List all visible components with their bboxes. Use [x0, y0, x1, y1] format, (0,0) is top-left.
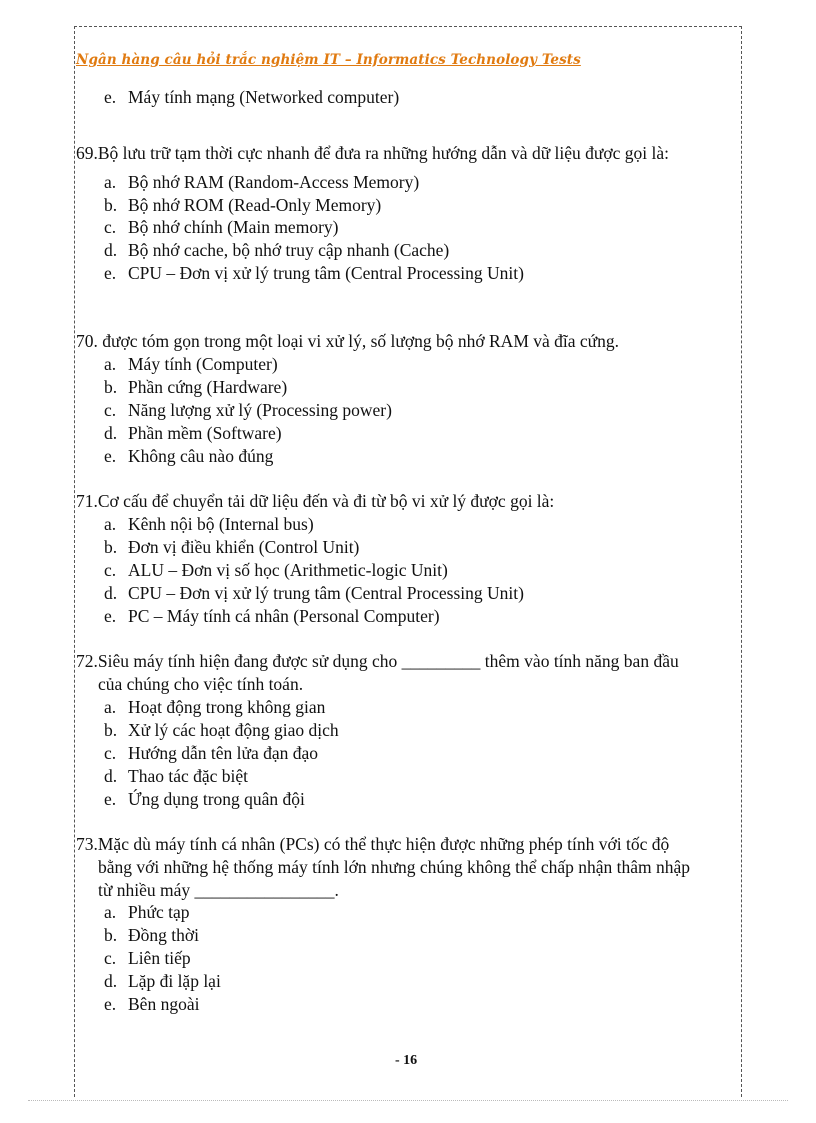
option-text: Bộ nhớ RAM (Random-Access Memory)	[128, 172, 420, 192]
question-text: Mặc dù máy tính cá nhân (PCs) có thể thực hiện được những phép tính với tốc độ	[97, 834, 670, 854]
question-73-line-2: bằng với những hệ thống máy tính lớn nhưng chúng không thể chấp nhận thâm nhập	[98, 857, 691, 877]
option-letter: e.	[104, 789, 117, 809]
option-text: CPU – Đơn vị xử lý trung tâm (Central Processing Unit)	[128, 263, 524, 283]
option-letter: e.	[104, 87, 117, 107]
option-text: Máy tính (Computer)	[128, 354, 278, 374]
option-text: Lặp đi lặp lại	[128, 971, 221, 991]
option-text: Thao tác đặc biệt	[128, 766, 249, 786]
option-letter: d.	[104, 971, 118, 991]
option-text: Kênh nội bộ (Internal bus)	[128, 514, 314, 534]
option-letter: e.	[104, 994, 117, 1014]
question-number: 70.	[76, 331, 98, 351]
option-letter: e.	[104, 263, 117, 283]
option-text: Phần mềm (Software)	[128, 423, 282, 443]
option-letter: a.	[104, 354, 117, 374]
option-letter: d.	[104, 766, 118, 786]
option-text: Xử lý các hoạt động giao dịch	[128, 720, 339, 740]
option-text: Đơn vị điều khiển (Control Unit)	[128, 537, 360, 557]
question-number: 71.	[76, 491, 98, 511]
question-72-line-2: của chúng cho việc tính toán.	[98, 674, 304, 694]
option-letter: d.	[104, 423, 118, 443]
question-69	[76, 143, 669, 163]
option-text: Bộ nhớ cache, bộ nhớ truy cập nhanh (Cache)	[128, 240, 450, 260]
option-text: Máy tính mạng (Networked computer)	[128, 87, 400, 107]
question-71	[76, 491, 554, 511]
option-text: Bộ nhớ chính (Main memory)	[128, 217, 339, 237]
question-72	[76, 651, 679, 671]
bottom-divider	[28, 1100, 788, 1101]
question-text: Bộ lưu trữ tạm thời cực nhanh để đưa ra những hướng dẫn và dữ liệu được gọi là:	[97, 143, 670, 163]
option-text: PC – Máy tính cá nhân (Personal Computer)	[128, 606, 440, 626]
question-73	[76, 834, 669, 854]
option-letter: d.	[104, 583, 118, 603]
option-letter: b.	[104, 720, 118, 740]
option-letter: a.	[104, 902, 117, 922]
question-text: Siêu máy tính hiện đang được sử dụng cho _________ thêm vào tính năng ban đầu	[97, 651, 679, 671]
option-letter: b.	[104, 377, 118, 397]
option-text: Bên ngoài	[128, 994, 200, 1014]
option-text: Phần cứng (Hardware)	[128, 377, 288, 397]
question-70	[76, 331, 619, 351]
option-letter: a.	[104, 697, 117, 717]
option-text: Không câu nào đúng	[128, 446, 274, 466]
option-letter: a.	[104, 172, 117, 192]
option-letter: c.	[104, 217, 117, 237]
option-letter: c.	[104, 948, 117, 968]
page-header: Ngân hàng câu hỏi trắc nghiệm IT – Informatics Technology Tests	[76, 52, 581, 68]
question-73-line-3: từ nhiều máy ________________.	[98, 880, 339, 900]
question-text: Cơ cấu để chuyển tải dữ liệu đến và đi từ bộ vi xử lý được gọi là:	[97, 491, 555, 511]
option-letter: e.	[104, 606, 117, 626]
option-text: ALU – Đơn vị số học (Arithmetic-logic Unit)	[128, 560, 448, 580]
option-text: CPU – Đơn vị xử lý trung tâm (Central Processing Unit)	[128, 583, 524, 603]
option-letter: e.	[104, 446, 117, 466]
option-text: Hoạt động trong không gian	[128, 697, 326, 717]
question-number: 72.	[76, 651, 98, 671]
option-text: Phức tạp	[128, 902, 190, 922]
question-text: được tóm gọn trong một loại vi xử lý, số lượng bộ nhớ RAM và đĩa cứng.	[97, 331, 620, 351]
option-letter: b.	[104, 537, 118, 557]
option-text: Ứng dụng trong quân đội	[128, 789, 305, 809]
option-text: Bộ nhớ ROM (Read-Only Memory)	[128, 195, 382, 215]
option-text: Hướng dẫn tên lửa đạn đạo	[128, 743, 319, 763]
option-text: Đồng thời	[128, 925, 199, 945]
option-letter: d.	[104, 240, 118, 260]
option-letter: c.	[104, 743, 117, 763]
option-letter: b.	[104, 925, 118, 945]
option-letter: c.	[104, 400, 117, 420]
option-letter: a.	[104, 514, 117, 534]
question-number: 73.	[76, 834, 98, 854]
option-letter: b.	[104, 195, 118, 215]
option-text: Năng lượng xử lý (Processing power)	[128, 400, 392, 420]
question-number: 69.	[76, 143, 98, 163]
option-text: Liên tiếp	[128, 948, 191, 968]
page-number: - 16	[395, 1053, 418, 1068]
option-letter: c.	[104, 560, 117, 580]
